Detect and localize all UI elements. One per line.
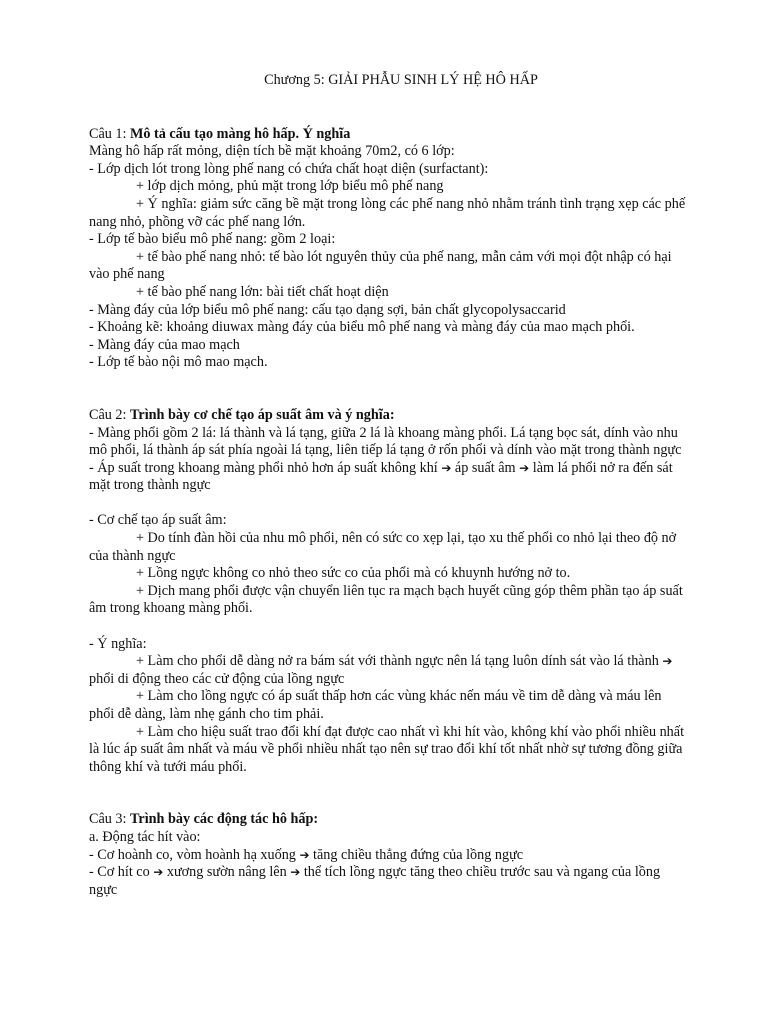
question-1-heading: [89, 126, 689, 144]
question-2-heading: [89, 407, 689, 425]
arrow-right-icon: ➔: [153, 865, 164, 880]
q1-line: + Ý nghĩa: giảm sức căng bề mặt trong lòng các phế nang nhỏ nhằm tránh tình trạng xẹp các phế nang nhỏ, phồng vỡ các phế nang lớn.: [89, 195, 686, 230]
q1-line: - Khoảng kẽ: khoảng diuwax màng đáy của biểu mô phế nang và màng đáy của mao mạch phổi.: [89, 319, 635, 336]
q2-text: + Làm cho phổi dễ dàng nở ra bám sát với thành ngực nên lá tạng luôn dính sát vào lá thành: [136, 653, 663, 670]
q3-text: - Cơ hoành co, vòm hoành hạ xuống: [89, 846, 300, 863]
question-3-heading: [89, 811, 689, 829]
arrow-right-icon: ➔: [662, 654, 673, 669]
q2-meaning-title: - Ý nghĩa:: [89, 635, 147, 652]
q1-line: - Lớp dịch lót trong lòng phế nang có chứa chất hoạt diện (surfactant):: [89, 160, 489, 177]
question-3-title: Trình bày các động tác hô hấp:: [129, 811, 319, 828]
q2-line: + Do tính đàn hồi của nhu mô phổi, nên có sức co xẹp lại, tạo xu thế phổi co nhỏ lại theo độ nở của thành ngực: [89, 530, 677, 564]
question-2-prefix: Câu 2:: [89, 406, 130, 423]
q1-line: - Màng đáy của mao mạch: [89, 336, 240, 353]
arrow-right-icon: ➔: [519, 460, 530, 475]
q3-text: - Cơ hít co: [89, 864, 154, 881]
q1-line: - Lớp tế bào nội mô mao mạch.: [89, 354, 268, 371]
q2-line: + Lồng ngực không co nhỏ theo sức co của phổi mà có khuynh hướng nở to.: [136, 565, 571, 582]
q1-line: - Màng đáy của lớp biểu mô phế nang: cấu tạo dạng sợi, bản chất glycopolysaccarid: [89, 301, 566, 318]
question-2-title: Trình bày cơ chế tạo áp suất âm và ý nghĩa:: [129, 406, 395, 423]
q3-line: [89, 847, 689, 865]
arrow-right-icon: ➔: [290, 865, 301, 880]
q2-line: + Làm cho lồng ngực có áp suất thấp hơn các vùng khác nến máu về tim dễ dàng và máu lên phổi dễ dàng, làm nhẹ gánh cho tim phải.: [89, 688, 662, 722]
q2-line: + Dịch mang phổi được vận chuyển liên tục ra mạch bạch huyết cũng góp thêm phần tạo áp suất âm trong khoang màng phổi.: [89, 582, 683, 617]
q3-text: tăng chiều thẳng đứng của lồng ngực: [309, 846, 524, 863]
q3-line: [89, 864, 689, 899]
q2-line: + Làm cho hiệu suất trao đổi khí đạt được cao nhất vì khi hít vào, không khí vào phổi nhiều nhất là lúc áp suất âm nhất và máu về phổi nhiều nhất tạo nên sự trao đổi khí tốt nhất nhờ sự tương đồng giữa thông khí và tưới máu phổi.: [89, 723, 685, 775]
question-3: [89, 811, 689, 899]
q2-text: - Áp suất trong khoang màng phổi nhỏ hơn áp suất không khí: [89, 459, 442, 476]
question-1: [89, 126, 689, 372]
q2-mechanism-title: - Cơ chế tạo áp suất âm:: [89, 512, 227, 529]
q2-text: làm lá phổi nở ra đến sát mặt trong thành ngực: [89, 459, 673, 494]
q3-text: xương sườn nâng lên: [163, 864, 291, 881]
arrow-right-icon: ➔: [299, 847, 310, 862]
q3-sub-a: a. Động tác hít vào:: [89, 828, 201, 845]
q3-text: thể tích lồng ngực tăng theo chiều trước sau và ngang của lồng ngực: [89, 864, 661, 898]
q2-pressure-line: [89, 460, 689, 495]
q2-text: áp suất âm: [451, 459, 520, 476]
arrow-right-icon: ➔: [441, 460, 452, 475]
question-1-title: Mô tả cấu tạo màng hô hấp. Ý nghĩa: [129, 125, 351, 142]
chapter-title: Chương 5: GIẢI PHẪU SINH LÝ HỆ HÔ HẤP: [264, 72, 538, 88]
q1-line: + lớp dịch mỏng, phủ mặt trong lớp biểu mô phế nang: [136, 178, 444, 195]
q2-text: phổi di động theo các cử động của lồng ngực: [89, 670, 345, 687]
question-1-prefix: Câu 1:: [89, 125, 130, 142]
q1-line: Màng hô hấp rất mỏng, diện tích bề mặt khoảng 70m2, có 6 lớp:: [89, 143, 455, 160]
q2-line: [89, 653, 689, 688]
document-page: [89, 72, 689, 899]
q2-line: - Màng phổi gồm 2 lá: lá thành và lá tạng, giữa 2 lá là khoang màng phổi. Lá tạng bọc sát, dính vào nhu mô phổi, lá thành áp sát phía ngoài lá tạng, liên tiếp lá tạng ở rốn phổi và dính vào mặt trong thành ngực: [89, 424, 682, 459]
q1-line: + tế bào phế nang lớn: bài tiết chất hoạt diện: [136, 283, 389, 300]
q1-line: - Lớp tế bào biểu mô phế nang: gồm 2 loại:: [89, 231, 336, 248]
q1-line: + tế bào phế nang nhỏ: tế bào lót nguyên thủy của phế nang, mẫn cảm với mọi đột nhập có hại vào phế nang: [89, 248, 672, 283]
question-2: [89, 407, 689, 776]
question-3-prefix: Câu 3:: [89, 811, 130, 828]
